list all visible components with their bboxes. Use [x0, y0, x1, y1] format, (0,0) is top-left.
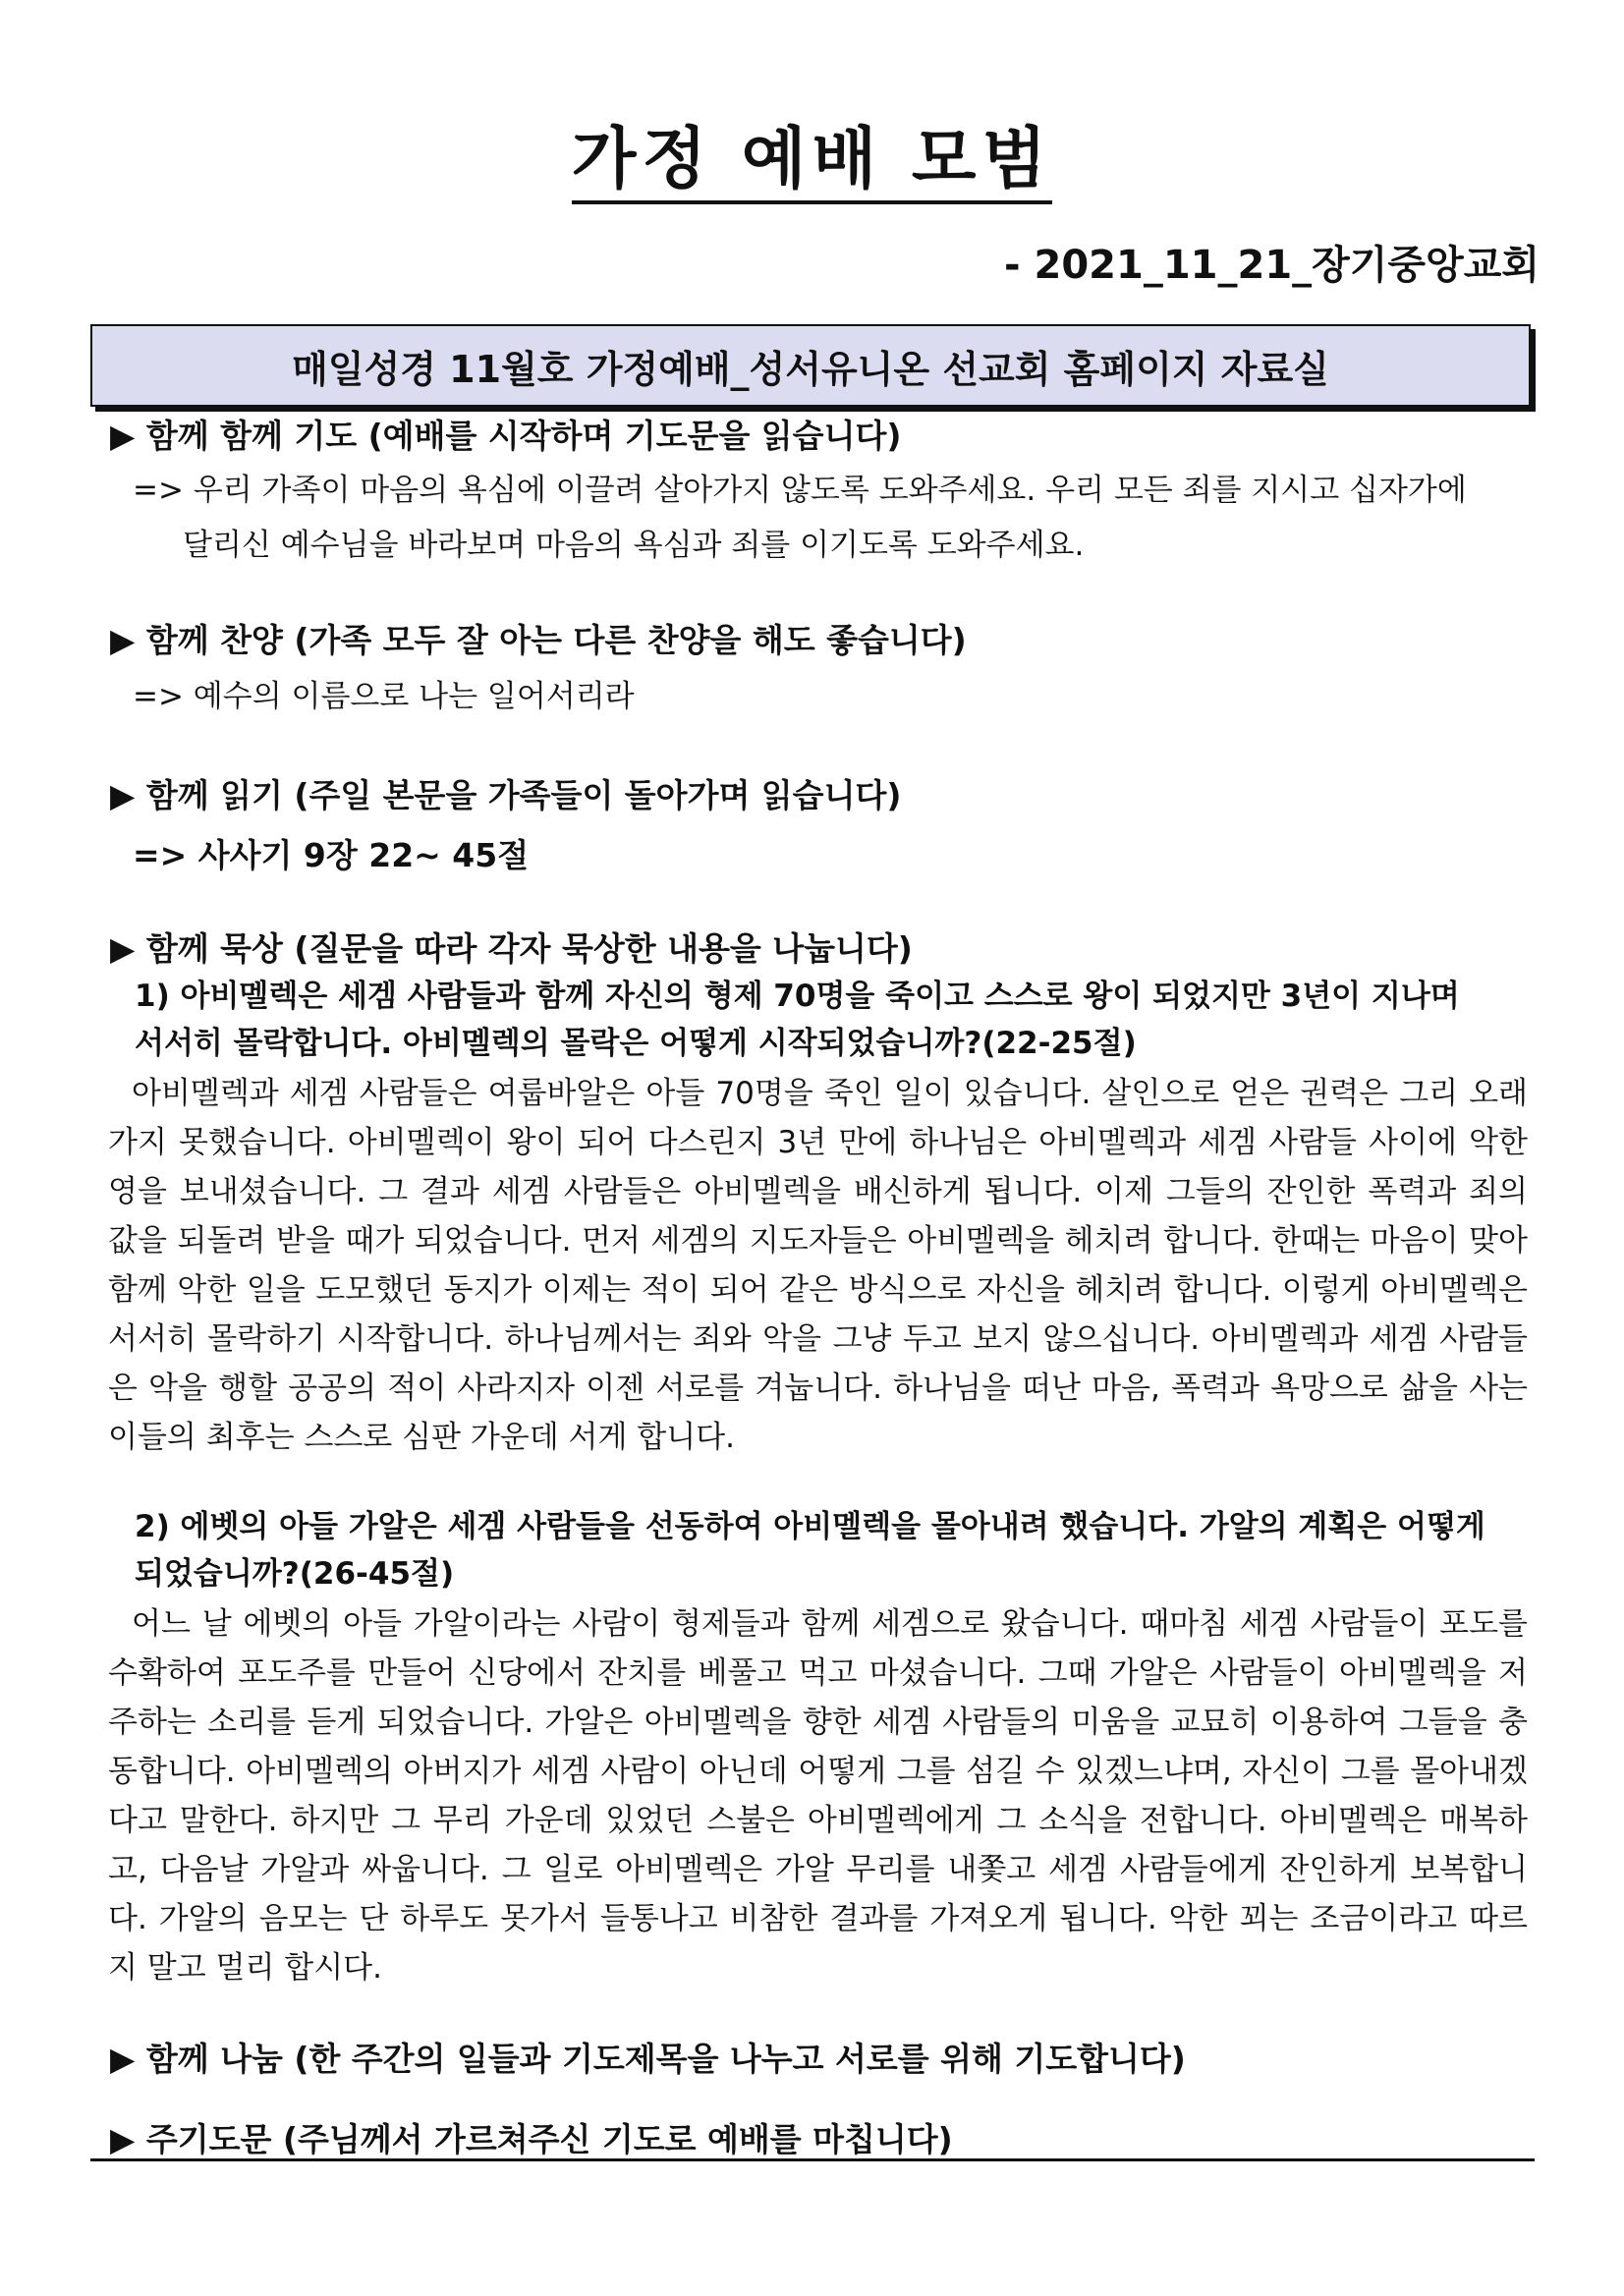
section-lords-prayer-heading: ▶ 주기도문 (주님께서 가르쳐주신 기도로 예배를 마칩니다): [110, 2120, 953, 2158]
dateline: - 2021_11_21_장기중앙교회: [1003, 243, 1540, 288]
bottom-rule: [90, 2158, 1535, 2161]
prayer-line-2: 달리신 예수님을 바라보며 마음의 욕심과 죄를 이기도록 도와주세요.: [183, 528, 1085, 563]
prayer-line-1: => 우리 가족이 마음의 욕심에 이끌려 살아가지 않도록 도와주세요. 우리 모든 죄를 지시고 십자가에: [133, 473, 1467, 508]
page-title: [0, 106, 1624, 201]
section-meditation-heading: ▶ 함께 묵상 (질문을 따라 각자 묵상한 내용을 나눕니다): [110, 929, 913, 968]
source-banner: 매일성경 11월호 가정예배_성서유니온 선교회 홈페이지 자료실: [90, 324, 1531, 407]
section-sharing-heading: ▶ 함께 나눔 (한 주간의 일들과 기도제목을 나누고 서로를 위해 기도합니다): [110, 2040, 1186, 2078]
question-2-line-2: 되었습니까?(26-45절): [135, 1556, 455, 1592]
reading-line: => 사사기 9장 22~ 45절: [133, 836, 530, 874]
question-1-line-1: 1) 아비멜렉은 세겜 사람들과 함께 자신의 형제 70명을 죽이고 스스로 왕이 되었지만 3년이 지나며: [135, 979, 1460, 1014]
question-1-line-2: 서서히 몰락합니다. 아비멜렉의 몰락은 어떻게 시작되었습니까?(22-25절): [135, 1026, 1137, 1061]
question-2-line-1: 2) 에벳의 아들 가알은 세겜 사람들을 선동하여 아비멜렉을 몰아내려 했습니다. 가알의 계획은 어떻게: [135, 1509, 1485, 1544]
page-title-text: 가정 예배 모범: [572, 121, 1052, 204]
answer-2: 어느 날 에벳의 아들 가알이라는 사람이 형제들과 함께 세겜으로 왔습니다. 때마침 세겜 사람들이 포도를 수확하여 포도주를 만들어 신당에서 잔치를 베풀고 먹고 마셨습니다. 그때 가알은 사람들이 아비멜렉을 저주하는 소리를 듣게 되었습니다. 가알은 아비멜렉을 향한 세겜 사람들의 미움을 교묘히 이용하여 그들을 충동합니다. 아비멜렉의 아버지가 세겜 사람이 아닌데 어떻게 그를 섬길 수 있겠느냐며, 자신이 그를 몰아내겠다고 말한다. 하지만 그 무리 가운데 있었던 스불은 아비멜렉에게 그 소식을 전합니다. 아비멜렉은 매복하고, 다음날 가알과 싸웁니다. 그 일로 아비멜렉은 가알 무리를 내쫓고 세겜 사람들에게 잔인하게 보복합니다. 가알의 음모는 단 하루도 못가서 들통나고 비참한 결과를 가져오게 됩니다. 악한 꾀는 조금이라고 따르지 말고 멀리 합시다.: [108, 1606, 1528, 1986]
answer-1: 아비멜렉과 세겜 사람들은 여룹바알은 아들 70명을 죽인 일이 있습니다. 살인으로 얻은 권력은 그리 오래가지 못했습니다. 아비멜렉이 왕이 되어 다스린지 3년 만에 하나님은 아비멜렉과 세겜 사람들 사이에 악한 영을 보내셨습니다. 그 결과 세겜 사람들은 아비멜렉을 배신하게 됩니다. 이제 그들의 잔인한 폭력과 죄의 값을 되돌려 받을 때가 되었습니다. 먼저 세겜의 지도자들은 아비멜렉을 헤치려 합니다. 한때는 마음이 맞아 함께 악한 일을 도모했던 동지가 이제는 적이 되어 같은 방식으로 자신을 헤치려 합니다. 이렇게 아비멜렉은 서서히 몰락하기 시작합니다. 하나님께서는 죄와 악을 그냥 두고 보지 않으십니다. 아비멜렉과 세겜 사람들은 악을 행할 공공의 적이 사라지자 이젠 서로를 겨눕니다. 하나님을 떠난 마음, 폭력과 욕망으로 삶을 사는 이들의 최후는 스스로 심판 가운데 서게 합니다.: [108, 1076, 1528, 1455]
praise-line: => 예수의 이름으로 나는 일어서리라: [133, 679, 635, 714]
section-prayer-heading: ▶ 함께 함께 기도 (예배를 시작하며 기도문을 읽습니다): [110, 417, 902, 455]
section-reading-heading: ▶ 함께 읽기 (주일 본문을 가족들이 돌아가며 읽습니다): [110, 776, 902, 814]
section-praise-heading: ▶ 함께 찬양 (가족 모두 잘 아는 다른 찬양을 해도 좋습니다): [110, 621, 967, 659]
